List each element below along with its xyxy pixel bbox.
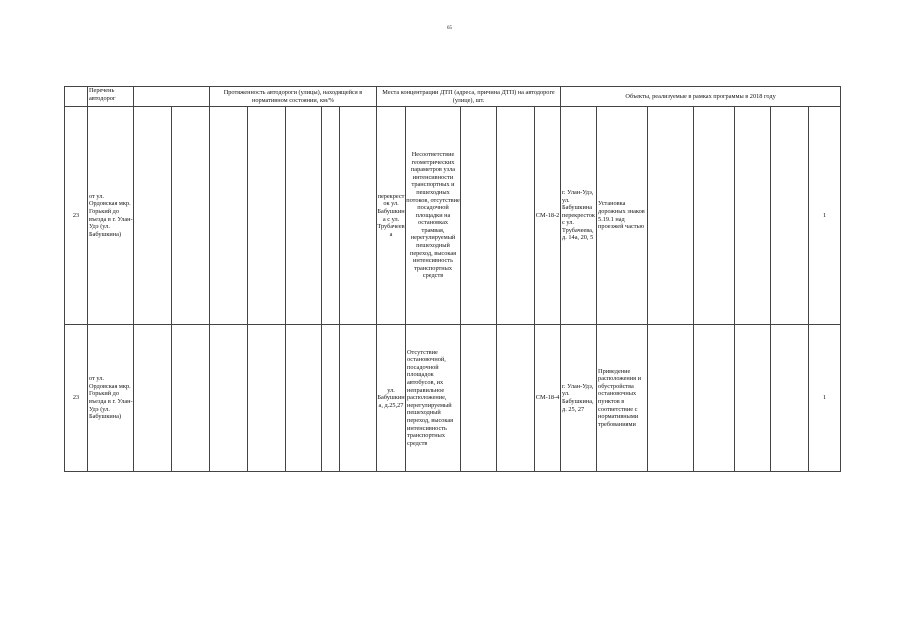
table-row xyxy=(65,325,841,472)
road-safety-table xyxy=(64,86,841,472)
object-measure: Приведение расположения и обустройства остановочных пунктов в соответствие с нормативными требованиями xyxy=(597,325,648,472)
object-address: г. Улан-Удэ, ул. Бабушкина перекресток с ул. Трубачеева, д. 14а, 20, 5 xyxy=(561,107,597,325)
object-code: СМ-18-2 xyxy=(535,107,561,325)
road-name: от ул. Ордовская мкр. Горький до въезда в г. Улан-Удэ (ул. Бабушкина) xyxy=(88,325,134,472)
object-count: 1 xyxy=(809,107,841,325)
object-measure: Установка дорожных знаков 5.19.1 над проезжей частью xyxy=(597,107,648,325)
header-cell-empty xyxy=(134,87,210,107)
dtp-cause: Несоответствие геометрических параметров узла интенсивности транспортных и пешеходных потоков, отсутствие посадочной площадки на остановках трамвая, нерегулируемый пешеходный переход, высокая интенсивность транспортных средств xyxy=(406,107,461,325)
table-header-row xyxy=(65,87,841,107)
page-number: 65 xyxy=(447,26,452,31)
header-objects: Объекты, реализуемые в рамках программы в 2018 году xyxy=(561,87,841,107)
dtp-cause: Отсутствие остановочной, посадочной площадок автобусов, их неправильное расположение, нерегулируемый пешеходный переход, высокая интенсивность транспортных средств xyxy=(406,325,461,472)
table-row xyxy=(65,107,841,325)
header-cell-empty xyxy=(65,87,88,107)
header-road-list: Перечень автодорог xyxy=(88,87,134,107)
row-number: 23 xyxy=(65,107,88,325)
object-code: СМ-18-4 xyxy=(535,325,561,472)
dtp-address: ул. Бабушкина, д.25,27 xyxy=(377,325,406,472)
object-count: 1 xyxy=(809,325,841,472)
header-dtp-places: Места концентрации ДТП (адреса, причина ДТП) на автодороге (улице), шт. xyxy=(377,87,561,107)
row-number: 23 xyxy=(65,325,88,472)
road-name: от ул. Ордовская мкр. Горький до въезда в г. Улан-Удэ (ул. Бабушкина) xyxy=(88,107,134,325)
road-safety-table-sheet xyxy=(64,86,841,472)
header-length-normative: Протяженность автодороги (улицы), находящейся в нормативном состоянии, км/% xyxy=(210,87,377,107)
dtp-address: перекресток ул. Бабушкина с ул. Трубачеева xyxy=(377,107,406,325)
object-address: г. Улан-Удэ, ул. Бабушкина, д. 25, 27 xyxy=(561,325,597,472)
